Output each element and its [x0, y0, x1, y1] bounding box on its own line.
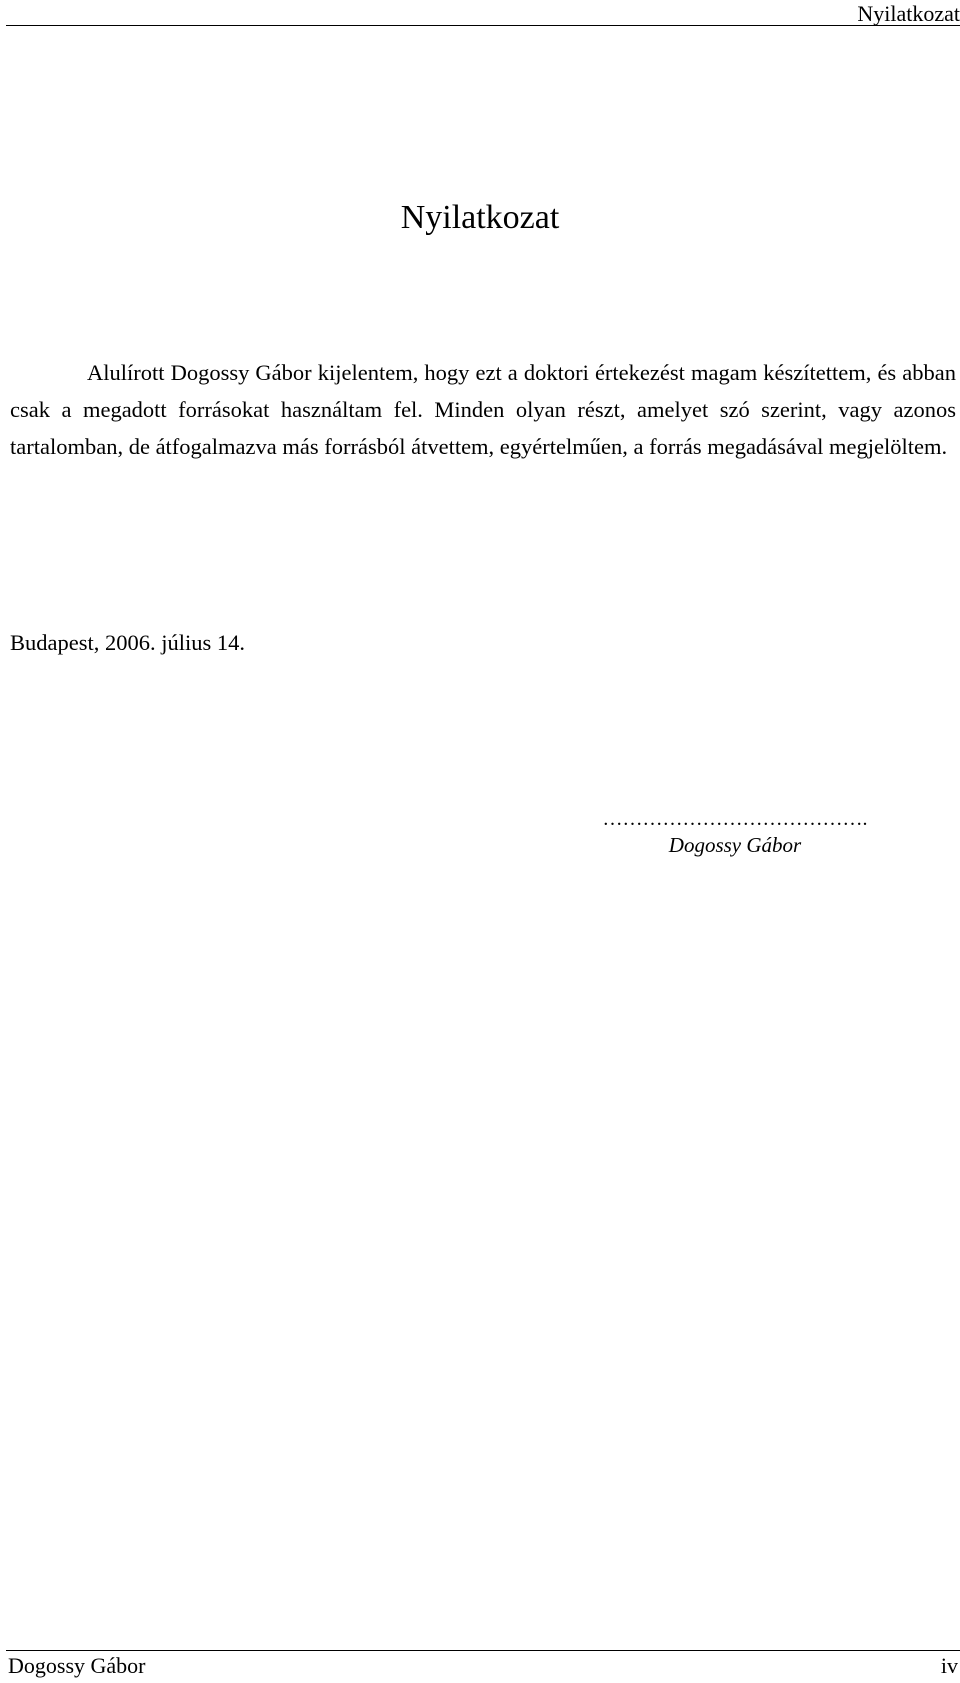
signature-name: Dogossy Gábor — [668, 833, 802, 857]
declaration-paragraph: Alulírott Dogossy Gábor kijelentem, hogy ezt a doktori értekezést magam készítettem, és abban csak a megadott forrásokat használtam fel. Minden olyan részt, amelyet szó szerint, vagy azonos tartalomban, de átfogalmazva más forrásból átvettem, egyértelműen, a forrás megadásával megjelöltem. — [10, 360, 956, 459]
place-date: Budapest, 2006. július 14. — [10, 630, 245, 655]
signature-line: …………………………………. — [602, 808, 868, 830]
signature-block — [585, 808, 885, 860]
footer-author: Dogossy Gábor — [8, 1653, 146, 1678]
header-rule — [6, 25, 960, 26]
page-title: Nyilatkozat — [400, 199, 560, 236]
footer-rule — [6, 1650, 960, 1651]
footer-page-number: iv — [940, 1653, 958, 1678]
running-header-title: Nyilatkozat — [857, 1, 960, 26]
